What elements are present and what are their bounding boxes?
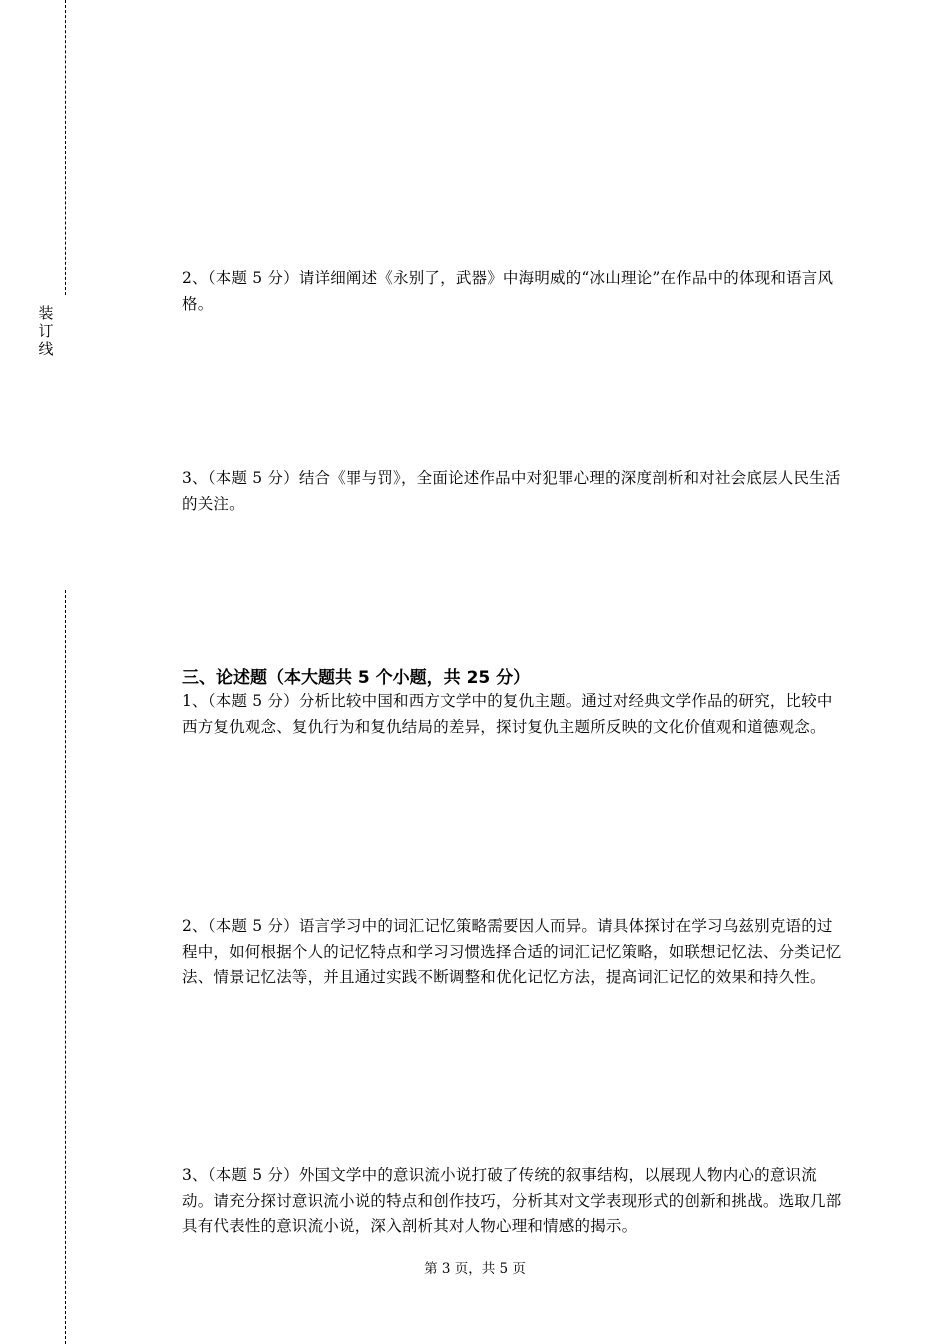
question-2-3: 3、（本题 5 分）结合《罪与罚》，全面论述作品中对犯罪心理的深度剖析和对社会底层人民生活的关注。 (182, 469, 841, 513)
page-footer: 第 3 页，共 5 页 (424, 1261, 526, 1277)
binding-label (36, 304, 56, 358)
binding-label-char: 装 (38, 304, 54, 322)
question-2-2: 2、（本题 5 分）请详细阐述《永别了，武器》中海明威的“冰山理论”在作品中的体现和语言风格。 (182, 269, 834, 313)
binding-label-char: 线 (38, 340, 54, 358)
binding-label-char: 订 (38, 322, 54, 340)
binding-line-top (65, 0, 66, 295)
question-3-1: 1、（本题 5 分）分析比较中国和西方文学中的复仇主题。通过对经典文学作品的研究，比较中西方复仇观念、复仇行为和复仇结局的差异，探讨复仇主题所反映的文化价值观和道德观念。 (182, 692, 833, 736)
question-3-3: 3、（本题 5 分）外国文学中的意识流小说打破了传统的叙事结构，以展现人物内心的意识流动。请充分探讨意识流小说的特点和创作技巧，分析其对文学表现形式的创新和挑战。选取几部具有代表性的意识流小说，深入剖析其对人物心理和情感的揭示。 (182, 1166, 842, 1235)
binding-line-bottom (65, 590, 66, 1344)
question-3-2: 2、（本题 5 分）语言学习中的词汇记忆策略需要因人而异。请具体探讨在学习乌兹别克语的过程中，如何根据个人的记忆特点和学习习惯选择合适的词汇记忆策略，如联想记忆法、分类记忆法、情景记忆法等，并且通过实践不断调整和优化记忆方法，提高词汇记忆的效果和持久性。 (182, 917, 842, 986)
section-3-title: 三、论述题（本大题共 5 个小题，共 25 分） (182, 668, 531, 688)
